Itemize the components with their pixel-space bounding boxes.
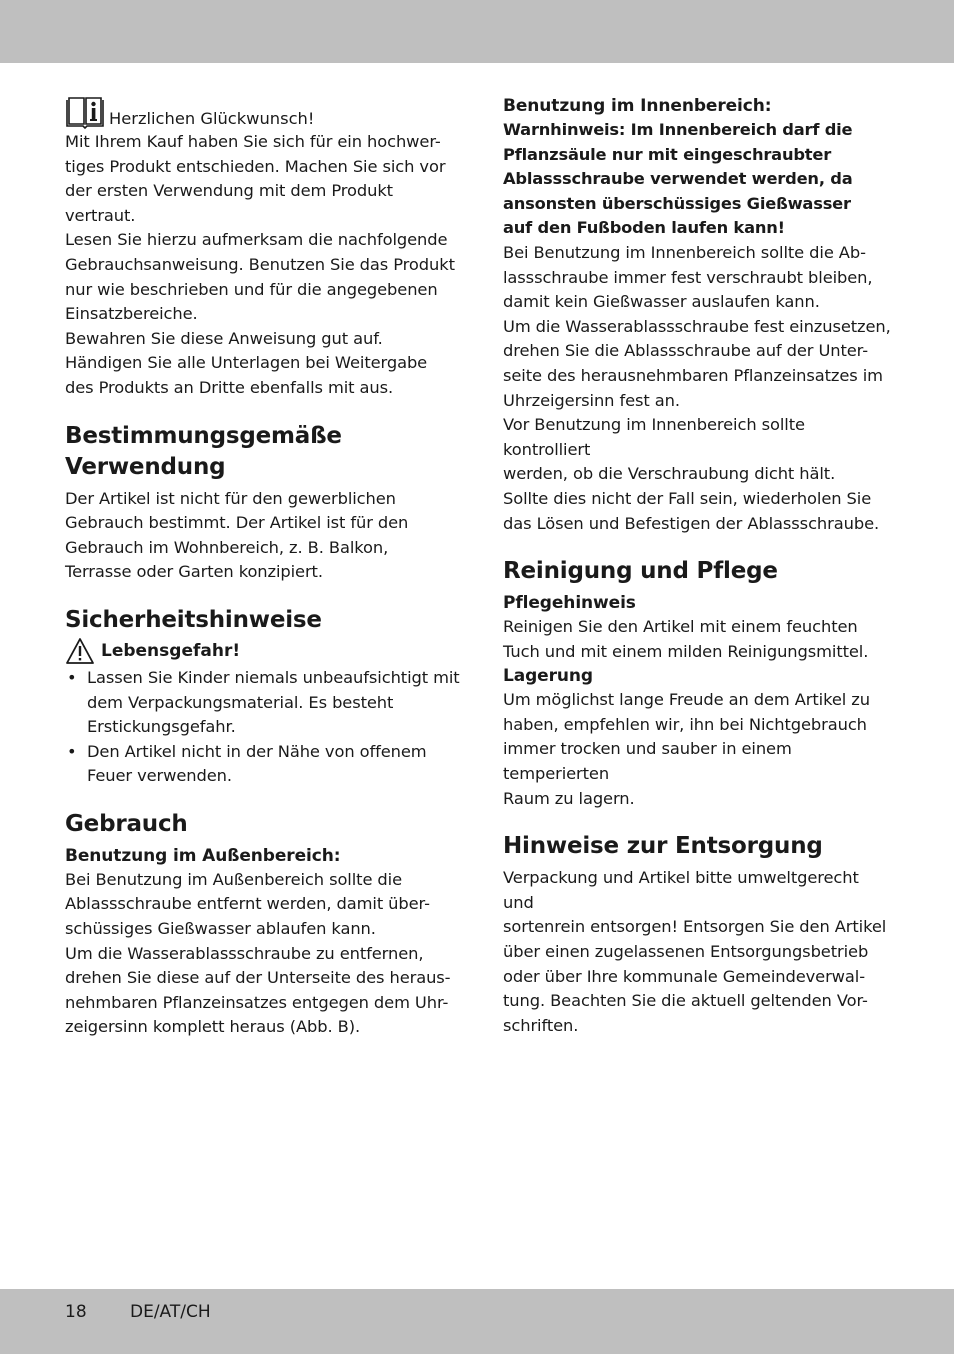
- section-title-usage: Gebrauch: [65, 810, 188, 837]
- indoor-text: Bei Benutzung im Innenbereich sollte die Ab- lassschraube immer fest verschraubt bleiben, damit kein Gießwasser auslaufen kann. Um die Wasserablassschraube fest einzusetzen, drehen Sie die Ablassschraube auf der Unter- seite des herausnehmbaren Pflanzeinsatzes im Uhrzeigersinn fest an. Vor Benutzung im Innenbereich sollte kontrolliert werden, ob die Verschraubung dicht hält. Sollte dies nicht der Fall sein, wiederholen Sie das Lösen und Befestigen der Ablassschraube.: [503, 242, 891, 533]
- danger-label: Lebensgefahr!: [101, 640, 241, 661]
- intro-text: Mit Ihrem Kauf haben Sie sich für ein hochwer- tiges Produkt entschieden. Machen Sie sich vor der ersten Verwendung mit dem Produkt vertraut. Lesen Sie hierzu aufmerksam die nachfolgende Gebrauchsanweisung. Benutzen Sie das Produkt nur wie beschrieben und für die angegebenen Einsatzbereiche. Bewahren Sie diese Anweisung gut auf. Händigen Sie alle Unterlagen bei Weitergabe des Produkts an Dritte ebenfalls mit aus.: [65, 132, 455, 397]
- indoor-warning: Warnhinweis: Im Innenbereich darf die Pflanzsäule nur mit eingeschraubter Ablassschraube verwendet werden, da ansonsten überschüssiges Gießwasser auf den Fußboden laufen kann!: [503, 120, 853, 238]
- page-number: 18: [65, 1302, 87, 1322]
- section-title-safety: Sicherheitshinweise: [65, 606, 322, 633]
- intro-heading: [65, 94, 460, 130]
- section-title-cleaning: Reinigung und Pflege: [503, 558, 778, 585]
- info-book-icon: [65, 96, 105, 130]
- storage-subtitle: Lagerung: [503, 666, 593, 687]
- safety-list: [65, 666, 460, 789]
- outdoor-subtitle: Benutzung im Außenbereich:: [65, 845, 341, 866]
- disposal-text: Verpackung und Artikel bitte umweltgerecht und sortenrein entsorgen! Entsorgen Sie den Artikel über einen zugelassenen Entsorgungsbetrieb oder über Ihre kommunale Gemeindeverwal- tung. Beachten Sie die aktuell geltenden Vor- schriften.: [503, 868, 887, 1035]
- care-text: Reinigen Sie den Artikel mit einem feuchten Tuch und mit einem milden Reinigungsmittel.: [503, 617, 869, 661]
- section-title-disposal: Hinweise zur Entsorgung: [503, 833, 823, 860]
- header-bar: [0, 0, 954, 63]
- indoor-subtitle: Benutzung im Innenbereich:: [503, 96, 772, 116]
- danger-warning: [65, 636, 460, 666]
- warning-triangle-icon: [65, 637, 95, 665]
- list-item: • Den Artikel nicht in der Nähe von offenem Feuer verwenden.: [65, 740, 460, 789]
- right-column: [503, 94, 893, 1038]
- outdoor-text: Bei Benutzung im Außenbereich sollte die Ablassschraube entfernt werden, damit über- schüssiges Gießwasser ablaufen kann. Um die Wasserablassschraube zu entfernen, drehen Sie diese auf der Unterseite des heraus- nehmbaren Pflanzeinsatzes entgegen dem Uhr- zeigersinn komplett heraus (Abb. B).: [65, 869, 451, 1037]
- section-title-intended-use: Bestimmungsgemäße Verwendung: [65, 422, 342, 480]
- care-subtitle: Pflegehinweis: [503, 593, 636, 614]
- list-item: • Lassen Sie Kinder niemals unbeaufsichtigt mit dem Verpackungsmaterial. Es besteht Erstickungsgefahr.: [65, 666, 460, 740]
- intended-use-text: Der Artikel ist nicht für den gewerblichen Gebrauch bestimmt. Der Artikel ist für den Gebrauch im Wohnbereich, z. B. Balkon, Terrasse oder Garten konzipiert.: [65, 488, 409, 582]
- left-column: [65, 94, 460, 1040]
- storage-text: Um möglichst lange Freude an dem Artikel zu haben, empfehlen wir, ihn bei Nichtgebrauch immer trocken und sauber in einem temperierten Raum zu lagern.: [503, 690, 870, 808]
- intro-title: Herzlichen Glückwunsch!: [109, 109, 315, 128]
- language-code: DE/AT/CH: [130, 1302, 211, 1322]
